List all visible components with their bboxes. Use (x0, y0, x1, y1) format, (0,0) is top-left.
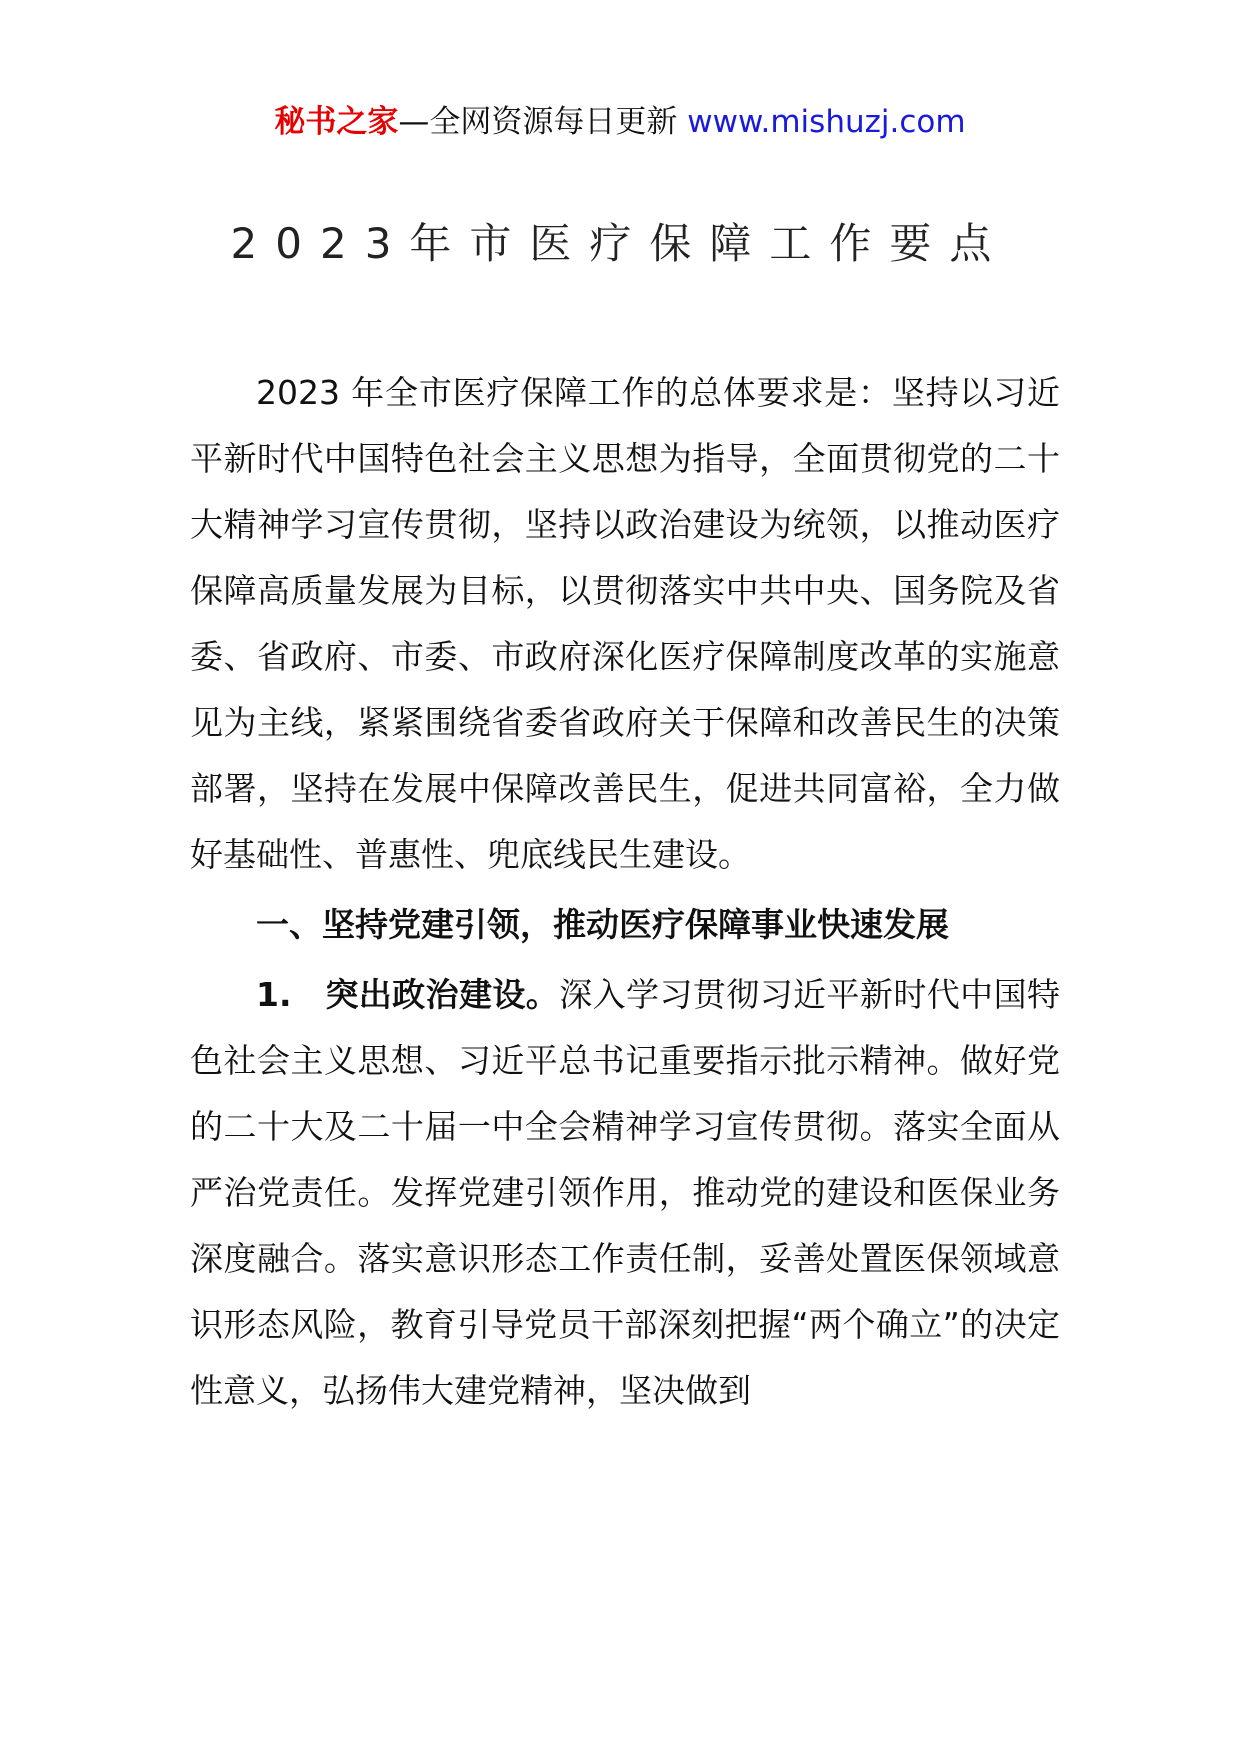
document-title: 2023年市医疗保障工作要点 (230, 219, 1010, 268)
intro-paragraph: 2023 年全市医疗保障工作的总体要求是：坚持以习近平新时代中国特色社会主义思想为指导，全面贯彻党的二十大精神学习宣传贯彻，坚持以政治建设为统领，以推动医疗保障高质量发展为目标，以贯彻落实中共中央、国务院及省委、省政府、市委、市政府深化医疗保障制度改革的实施意见为主线，紧紧围绕省委省政府关于保障和改善民生的决策部署，坚持在发展中保障改善民生，促进共同富裕，全力做好基础性、普惠性、兜底线民生建设。 (190, 373, 1060, 874)
item-text: 深入学习贯彻习近平新时代中国特色社会主义思想、习近平总书记重要指示批示精神。做好党的二十大及二十届一中全会精神学习宣传贯彻。落实全面从严治党责任。发挥党建引领作用，推动党的建设和医保业务深度融合。落实意识形态工作责任制，妥善处置医保领域意识形态风险，教育引导党员干部深刻把握“两个确立”的决定性意义，弘扬伟大建党精神，坚决做到 (190, 975, 1061, 1410)
site-header (0, 100, 1240, 144)
site-brand: 秘书之家 (274, 104, 399, 140)
item-paragraph (190, 962, 1060, 1424)
site-slogan: —全网资源每日更新 (398, 104, 688, 140)
site-url-link[interactable]: www.mishuzj.com (687, 104, 966, 140)
item-label: 1. 突出政治建设。 (256, 975, 560, 1014)
document-body (190, 360, 1060, 1424)
section-heading: 一、坚持党建引领，推动医疗保障事业快速发展 (256, 905, 949, 944)
